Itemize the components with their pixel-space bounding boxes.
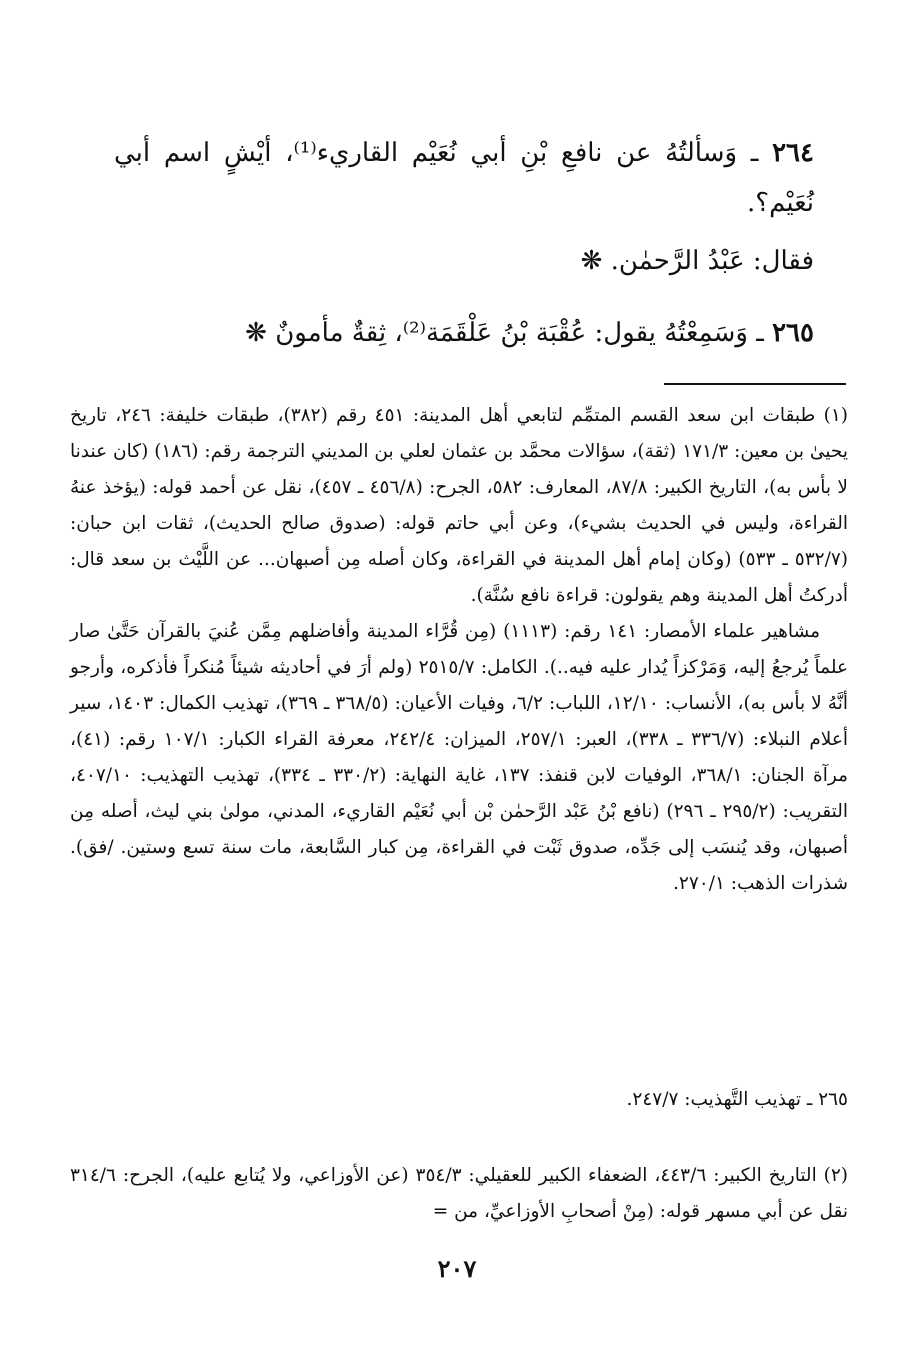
entry-text: ـ وَسألتُهُ عن نافعِ بْنِ أبي نُعَيْم القاريء⁽¹⁾، أيْشٍ اسم أبي نُعَيْم؟. [114, 138, 814, 218]
footnote-265 [70, 1082, 848, 1118]
entry-264-answer: فقال: عَبْدُ الرَّحمٰن. ❋ [580, 246, 814, 276]
page-number: ٢٠٧ [437, 1254, 477, 1283]
footnote-2 [70, 1158, 848, 1230]
entry-264 [114, 128, 814, 228]
footnote-text: طبقات ابن سعد القسم المتمِّم لتابعي أهل المدينة: ٤٥١ رقم (٣٨٢)، طبقات خليفة: ٢٤٦، تاريخ يحيىٰ بن معين: ١٧١/٣ (ثقة)، سؤالات محمَّد بن عثمان لعلي بن المديني الترجمة رقم: (١٨٦) (كان عندنا لا بأس به)، التاريخ الكبير: ٨٧/٨، المعارف: ٥٨٢، الجرح: (٤٥٦/٨ ـ ٤٥٧)، نقل عن أحمد قوله: (يؤخذ عنهُ القراءة، وليس في الحديث بشيء)، وعن أبي حاتم قوله: (صدوق صالح الحديث)، ثقات ابن حبان: (٥٣٢/٧ ـ ٥٣٣) (وكان إمام أهل المدينة في القراءة، وكان أصله مِن أصبهان... عن اللَّيْث بن سعد قال: أدركتُ أهل المدينة وهم يقولون: قراءة نافع سُنَّة). [70, 405, 849, 606]
footnote-marker: (١) [823, 405, 848, 426]
footnote-text: ٢٦٥ ـ تهذيب التَّهذيب: ٢٤٧/٧. [626, 1089, 848, 1110]
entry-number: ٢٦٤ [772, 138, 814, 168]
footnote-text: التاريخ الكبير: ٤٤٣/٦، الضعفاء الكبير للعقيلي: ٣٥٤/٣ (عن الأوزاعي، ولا يُتابع عليه)، الجرح: ٣١٤/٦ نقل عن أبي مسهر قوله: (مِنْ أصحابِ الأوزاعيِّ، من = [70, 1165, 848, 1222]
footnote-paragraph [70, 398, 848, 614]
footnote-1 [70, 398, 848, 902]
footnote-marker: (٢) [823, 1165, 848, 1186]
entry-number: ٢٦٥ [772, 318, 814, 348]
entry-265 [114, 308, 814, 358]
entry-text: ـ وَسَمِعْتُهُ يقول: عُقْبَة بْنُ عَلْقَمَة⁽²⁾، ثِقةٌ مأمونٌ ❋ [245, 318, 764, 348]
footnote-paragraph: مشاهير علماء الأمصار: ١٤١ رقم: (١١١٣) (مِن قُرَّاء المدينة وأفاضلهم مِمَّن عُنيَ بالقرآن حَتَّىٰ صار علماً يُرجعُ إليه، وَمَرْكزاً يُدار عليه فيه..). الكامل: ٢٥١٥/٧ (ولم أرَ في أحاديثه شيئاً مُنكراً فأذكره، وأرجو أنَّهُ لا بأس به)، الأنساب: ١٢/١٠، اللباب: ٦/٢، وفيات الأعيان: (٣٦٨/٥ ـ ٣٦٩)، تهذيب الكمال: ١٤٠٣، سير أعلام النبلاء: (٣٣٦/٧ ـ ٣٣٨)، العبر: ٢٥٧/١، الميزان: ٢٤٢/٤، معرفة القراء الكبار: ١٠٧/١ رقم: (٤١)، مرآة الجنان: ٣٦٨/١، الوفيات لابن قنفذ: ١٣٧، غاية النهاية: (٣٣٠/٢ ـ ٣٣٤)، تهذيب التهذيب: ٤٠٧/١٠، التقريب: (٢٩٥/٢ ـ ٢٩٦) (نافع بْنُ عَبْد الرَّحمٰن بْن أبي نُعَيْم القاريء، المدني، مولىٰ بني ليث، أصله مِن أصبهان، وقد يُنسَب إلى جَدِّه، صدوق ثَبْت في القراءة، مِن كبار السَّابعة، مات سنة تسع وستين. /فق). شذرات الذهب: ٢٧٠/١. [70, 621, 849, 894]
footnote-paragraph [70, 1158, 848, 1230]
footnote-separator [664, 383, 846, 385]
